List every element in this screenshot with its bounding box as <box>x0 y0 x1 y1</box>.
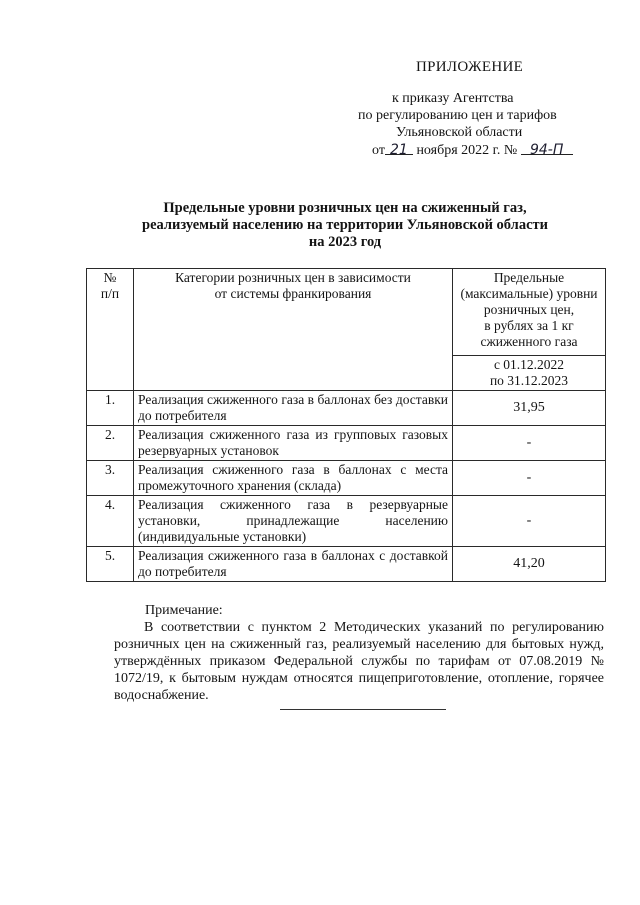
table-row <box>87 496 606 547</box>
period-cell <box>453 356 606 391</box>
header-number-line: п/п <box>100 286 120 301</box>
date-middle: ноября 2022 г. № <box>416 143 518 158</box>
period-start: с 01.12.2022 <box>493 357 565 372</box>
row-category: Реализация сжиженного газа в резервуарные установки, принадлежащие населению (индивидуальные установки) <box>134 496 453 547</box>
header-price-line: розничных цен, <box>483 302 575 317</box>
row-number: 3. <box>87 461 134 496</box>
table-header-row <box>87 269 606 356</box>
table-row <box>87 461 606 496</box>
handwritten-order-number: 94-П <box>521 141 573 155</box>
header-category-line: Категории розничных цен в зависимости <box>175 270 411 285</box>
header-price-line: сжиженного газа <box>480 334 578 349</box>
period-end: по 31.12.2023 <box>489 373 569 388</box>
note-text: В соответствии с пунктом 2 Методических указаний по регулированию розничных цен на сжиженный газ, реализуемый населению для бытовых нужд, утверждённых приказом Федеральной службы по тарифам от 07.08.2019 № 1072/19, к бытовым нуждам относятся пищеприготовление, отопление, горячее водоснабжение. <box>114 620 604 703</box>
header-category-cell <box>134 269 453 391</box>
row-price: 31,95 <box>453 391 606 426</box>
header-price-line: в рублях за 1 кг <box>484 318 574 333</box>
header-price-cell <box>453 269 606 356</box>
row-price: - <box>453 461 606 496</box>
row-category: Реализация сжиженного газа из групповых газовых резервуарных установок <box>134 426 453 461</box>
document-title <box>120 200 570 251</box>
header-price-line: (максимальные) уровни <box>460 286 598 301</box>
table-row <box>87 391 606 426</box>
order-date-line <box>372 141 573 160</box>
table-row <box>87 547 606 582</box>
header-number-cell <box>87 269 134 391</box>
row-number: 5. <box>87 547 134 582</box>
title-line-2: реализуемый населению на территории Ульяновской области <box>142 217 548 233</box>
order-reference-line-3: Ульяновской области <box>396 125 523 140</box>
order-reference-line-2: по регулированию цен и тарифов <box>358 108 557 123</box>
order-reference-line-1: к приказу Агентства <box>392 91 514 106</box>
handwritten-day: 21 <box>385 141 413 155</box>
note-label: Примечание: <box>145 603 223 618</box>
header-category-line: от системы франкирования <box>214 286 372 301</box>
date-prefix: от <box>372 143 385 158</box>
row-price: - <box>453 426 606 461</box>
row-number: 2. <box>87 426 134 461</box>
row-category: Реализация сжиженного газа в баллонах с места промежуточного хранения (склада) <box>134 461 453 496</box>
appendix-label: ПРИЛОЖЕНИЕ <box>416 59 524 75</box>
row-category: Реализация сжиженного газа в баллонах с доставкой до потребителя <box>134 547 453 582</box>
title-line-1: Предельные уровни розничных цен на сжиженный газ, <box>163 200 527 216</box>
price-table <box>86 268 606 582</box>
title-line-3: на 2023 год <box>308 234 382 250</box>
row-number: 1. <box>87 391 134 426</box>
header-number-line: № <box>103 270 117 285</box>
closing-rule <box>280 709 446 710</box>
table-row <box>87 426 606 461</box>
row-number: 4. <box>87 496 134 547</box>
header-price-line: Предельные <box>493 270 565 285</box>
row-price: - <box>453 496 606 547</box>
row-price: 41,20 <box>453 547 606 582</box>
row-category: Реализация сжиженного газа в баллонах без доставки до потребителя <box>134 391 453 426</box>
